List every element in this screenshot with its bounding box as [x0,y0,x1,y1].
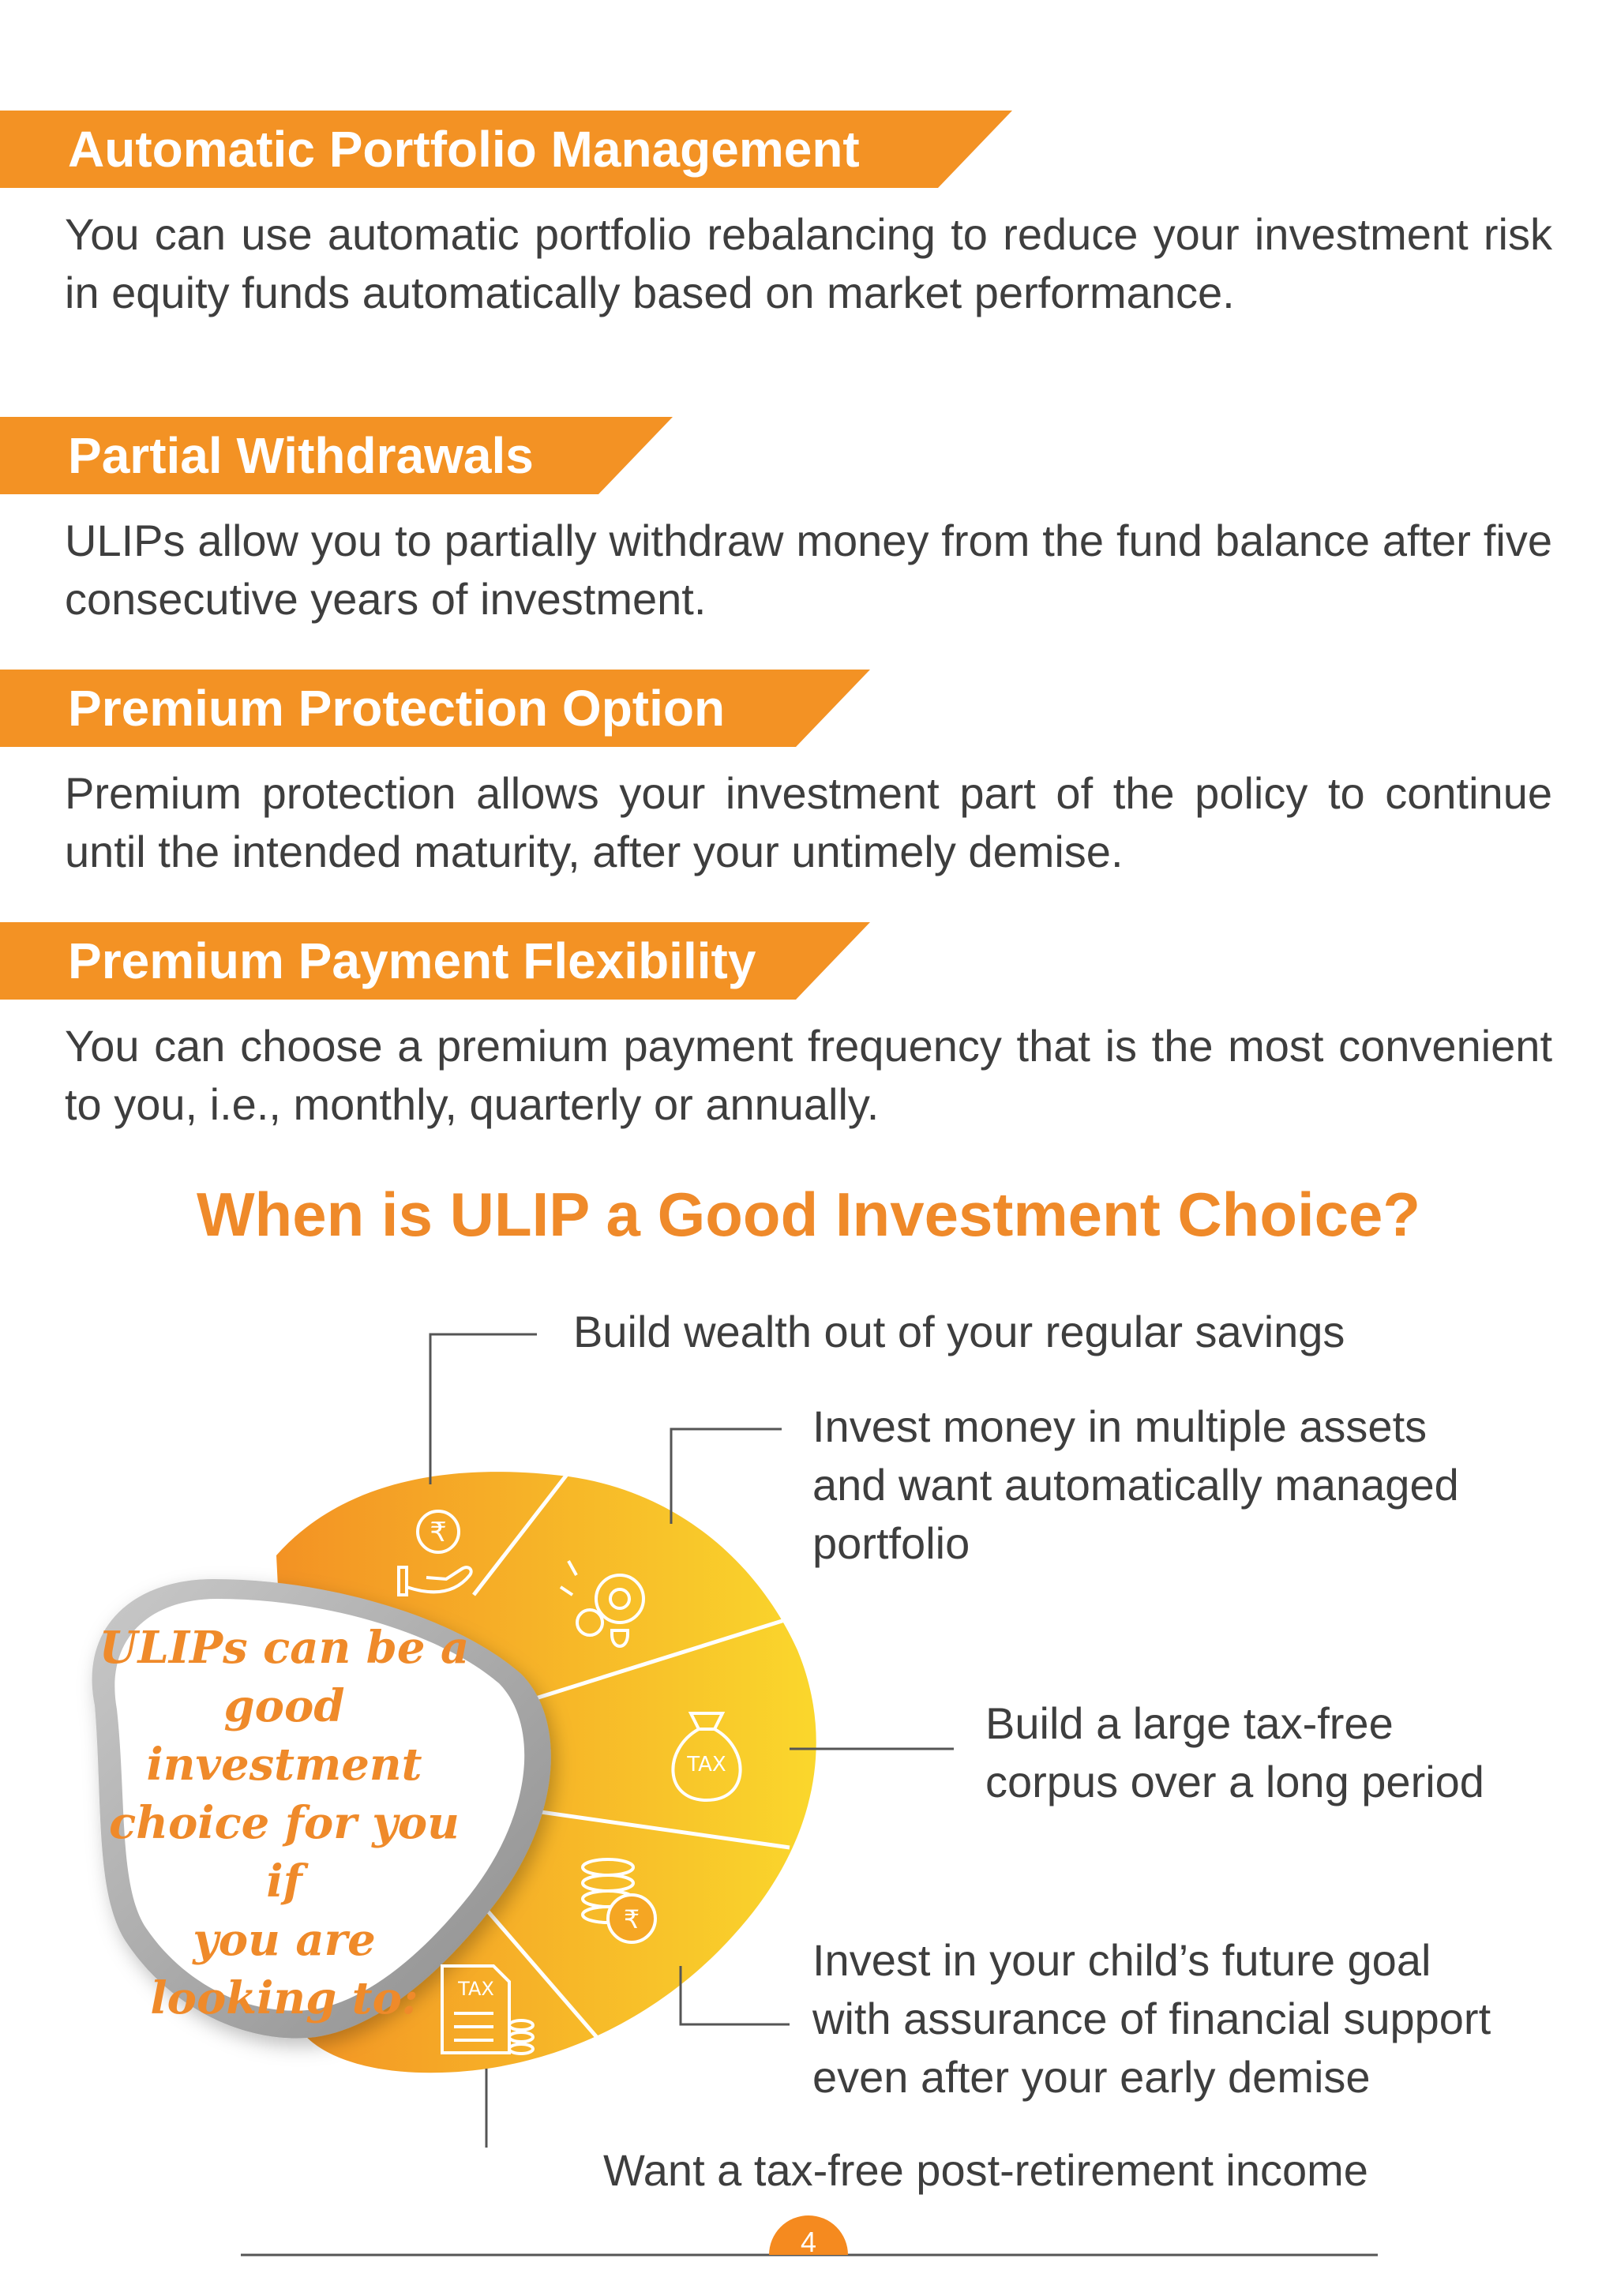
section-body: You can use automatic portfolio rebalancing to reduce your investment risk in equity funds automatically based on market performance. [65,209,1552,317]
section-banner-portfolio [0,111,1019,188]
reason-line: corpus over a long period [985,1757,1484,1806]
reason-line: and want automatically managed [812,1460,1459,1510]
center-caption-line: ULIPs can be a [99,1622,470,1674]
section-body: You can choose a premium payment frequency that is the most convenient to you, i.e., monthly, quarterly or annually. [65,1021,1552,1129]
infographic-heading: When is ULIP a Good Investment Choice? [196,1180,1421,1249]
section-title: Premium Payment Flexibility [68,932,756,989]
section-title: Partial Withdrawals [68,427,534,484]
section-banner-withdrawals [0,417,679,494]
reason-line: Build wealth out of your regular savings [573,1307,1345,1356]
section-banner-premium-protection [0,670,876,747]
reason-line: Want a tax-free post-retirement income [603,2145,1368,2195]
tax-document-label: TAX [458,1978,494,2000]
reason-line: with assurance of financial support [812,1994,1491,2043]
svg-text:₹: ₹ [430,1517,447,1548]
reason-build-wealth [573,1303,1345,1361]
center-caption-line: choice for you if [109,1797,460,1908]
reason-line: portfolio [812,1518,970,1568]
section-body: ULIPs allow you to partially withdraw money from the fund balance after five consecutive years of investment. [65,516,1552,624]
reason-line: Invest in your child’s future goal [812,1935,1431,1985]
reason-line: Invest money in multiple assets [812,1401,1428,1451]
reason-line: even after your early demise [812,2052,1371,2102]
section-title: Premium Protection Option [68,680,726,737]
reason-child-future [812,1931,1491,2107]
page-number: 4 [800,2226,817,2258]
section-banner-payment-flexibility [0,922,876,1000]
section-title: Automatic Portfolio Management [68,121,860,178]
tax-bag-label: TAX [687,1753,726,1776]
reason-tax-free-corpus [985,1694,1484,1811]
reason-multiple-assets [812,1397,1459,1573]
section-body: Premium protection allows your investment part of the policy to continue until the intended maturity, after your untimely demise. [65,768,1552,876]
svg-text:₹: ₹ [623,1904,640,1934]
center-caption [87,1619,482,2028]
center-caption-line: good investment [146,1680,422,1791]
reason-retirement-income [603,2141,1368,2200]
reason-line: Build a large tax-free [985,1698,1394,1748]
center-caption-line: looking to: [150,1972,418,2024]
center-caption-line: you are [193,1914,376,1966]
